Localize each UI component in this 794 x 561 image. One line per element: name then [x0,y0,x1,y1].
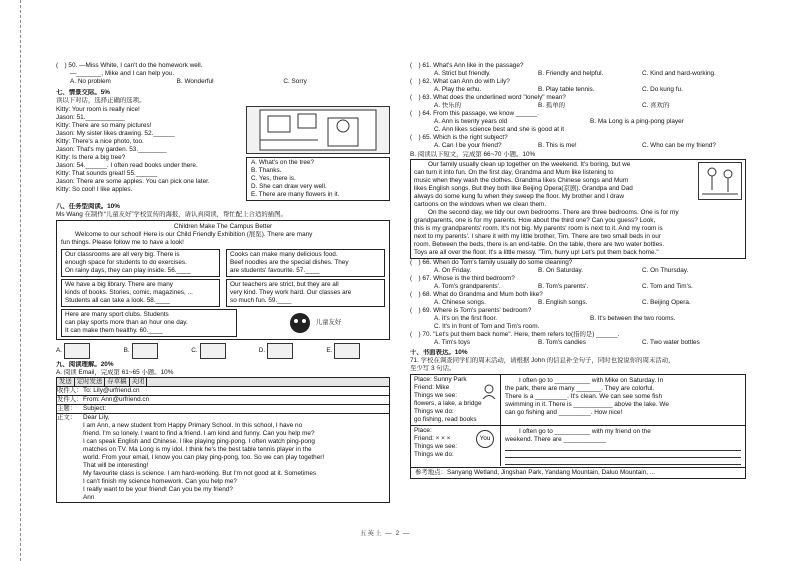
passage-line: this is my grandparents' room. It's not big. My parents' room is next to it. And my room is [414,225,663,232]
q61-option-b[interactable]: B. Friendly and helpful. [538,70,604,77]
right-column [410,62,746,479]
section7-instruction: 读以下对话，选择正确的选项。 [56,97,146,104]
john-paragraph [501,375,745,425]
writing-line[interactable] [505,451,741,458]
email-toolbar [57,378,389,387]
q67-option-b[interactable]: B. Tom's parents'. [538,283,589,290]
from-field[interactable]: From: Ann@urfriend.cn [83,396,150,403]
choice-item: D. She can draw very well. [251,183,327,190]
pic-label-d: D. [258,347,266,354]
q66-option-a[interactable]: A. On Friday. [434,267,472,274]
q50-options [56,78,390,86]
body-line: I can speak English and Chinese. I like playing ping-pong. I often watch ping-pong [83,438,315,445]
passage-line: Our family usually clean up together on the weekend. It's boring, but we [428,161,631,168]
cell-line: kinds of books. Stories, comic, magazines, ... [65,289,193,296]
cell-line: are students' favourite. 57.____ [230,267,320,274]
pic-label-a: A. [56,347,63,354]
picture-a[interactable] [64,343,90,359]
info-line: Place: [414,427,432,434]
dialog-line: Kitty: Is there a big tree? [56,154,126,161]
q67-stem: ( ) 67. Whose is the third bedroom? [410,275,515,282]
q67-option-a[interactable]: A. Tom's grandparents'. [434,283,501,290]
section8-title: 八、任务型阅读。10% [56,203,120,210]
john-info [411,375,501,425]
choice-item: E. There are many flowers in it. [251,191,340,198]
poster-cell-teachers [226,279,385,307]
schedule-send-button[interactable]: 定时发送 [75,378,106,386]
cell-line: Here are many sport clubs. Students [65,311,169,318]
q69-option-c[interactable]: C. It's in front of Tom and Tim's room. [434,323,540,330]
dialog-line: Kitty: There are so many pictures! [56,122,152,129]
q50-option-b[interactable]: B. Wonderful [176,78,214,85]
cell-line: Our teachers are strict, but they are all [230,281,339,288]
q68-options [410,299,746,307]
q64-options-ab [410,118,746,126]
poster-intro: fun things. Please follow me to have a look! [61,239,184,246]
paragraph-line: can go fishing and _________. How nice! [505,409,623,416]
paragraph-line: the park, there are many _______. They are colorful. [505,385,655,392]
body-line: Dear Lily, [83,414,110,421]
passage-line: next to my parents'. I share it with my little brother, Tim. There are two small beds in our [414,233,661,240]
left-column [56,62,390,503]
email-window [56,377,390,503]
q67-options [410,283,746,291]
cell-line: On rainy days, they can play inside. 56.____ [65,267,191,274]
passage-line: always do some kung fu when they sweep the floor. My brother and I draw [414,193,624,200]
q62-option-b[interactable]: B. Play table tennis. [538,86,595,93]
poster-cell-classrooms [61,249,220,277]
poster-cell-clubs [61,309,237,337]
cell-line: We have a big library. There are many [65,281,173,288]
info-line: flowers, a lake, a bridge [414,400,482,407]
section10-instruction: 71. 学校在调查同学们的周末活动，请根据 John 的信息补全句子，同时也说说你的周末活动， [410,357,675,364]
picture-c[interactable] [200,343,226,359]
section8-instruction: Ms Wang 在制作“儿童友好”学校宣传的海报，请认真阅读，帮忙配上合适的插图。 [56,211,287,218]
subject-label: 主题： [57,405,77,412]
q65-stem: ( ) 65. Which is the right subject? [410,134,508,141]
q67-option-c[interactable]: C. Tom and Tim's. [642,283,693,290]
passage-line: can turn it into fun. On the first day, Grandma and Mum like listening to [414,169,614,176]
from-label: 发件人： [57,396,83,403]
picture-d[interactable] [267,343,293,359]
q70-options [410,339,746,347]
q65-option-b[interactable]: B. This is me! [538,142,577,149]
q62-options [410,86,746,94]
to-field[interactable]: To: Lily@urfriend.cn [83,387,140,394]
cell-line: Our classrooms are all very big. There is [65,251,180,258]
info-line: go fishing, read books [414,416,477,423]
q68-stem: ( ) 68. What do Grandma and Mum both like? [410,291,543,298]
paragraph-line: There is a _________. It's clean. We can see some fish [505,393,663,400]
room-illustration [246,106,390,154]
q64-option-c[interactable]: C. Ann likes science best and she is good at it [434,126,565,133]
section9-sub: A. 阅读 Email，完成第 61~65 小题。10% [56,369,174,376]
q68-option-a[interactable]: A. Chinese songs. [434,299,486,306]
you-avatar-icon [476,430,494,448]
q63-option-b[interactable]: B. 孤单的 [538,102,565,109]
your-paragraph[interactable] [501,426,745,467]
q70-option-b[interactable]: B. Tom's candies [538,339,586,346]
q66-option-c[interactable]: C. On Thursday. [642,267,689,274]
q64-option-b[interactable]: B. Ma Long is a ping-pong player [590,118,684,125]
poster [56,220,390,340]
poster-cell-library [61,279,220,307]
passage-line: cartoons on the windows when we clean them. [414,201,547,208]
q70-option-c[interactable]: C. Two water bottles [642,339,700,346]
send-button[interactable]: 发送 [57,378,75,386]
paragraph-line: swimming in it. There is ___________ above the lake. We [505,401,669,408]
dialog-line: Kitty: There's a nice photo, too. [56,138,144,145]
q63-stem: ( ) 63. What does the underlined word "lonely" mean? [410,94,566,101]
passage-line: likes English songs. But they both like Beijing Opera(京剧). Grandpa and Dad [414,185,633,192]
q50-stem: ( ) 50. —Miss White, I can't do the homework well. [56,62,203,69]
passage-line: Toys are all over the floor. It's a little messy. "Tim, hurry up! Let's put them back home." [414,249,659,256]
picture-e[interactable] [334,343,360,359]
cell-line: so much fun. 59.____ [230,297,292,304]
body-line: I am Ann, a new student from Happy Primary School. In this school, I have no [83,422,303,429]
passage-line: On the second day, we tidy our own bedrooms. There are three bedrooms. One is for my [428,209,679,216]
cell-line: can play sports more than an hour one day. [65,319,188,326]
q68-option-c[interactable]: C. Beijing Opera. [642,299,691,306]
binding-margin [20,0,28,561]
dialog-line: Jason: My sister likes drawing. 52.______ [56,130,175,137]
q70-stem: ( ) 70. "Let's put them back home". Here, them refers to(指的是) ______. [410,331,620,338]
section10-title: 十、书面表达。10% [410,349,468,356]
cell-line: very kind. They work hard. Our classes are [230,289,352,296]
cell-line: Cooks can make many delicious food. [230,251,338,258]
q50-option-a[interactable]: A. No problem [70,78,111,85]
poster-title: Children Make The Campus Better [173,223,273,230]
family-cleaning-illustration [698,162,742,200]
q64-option-a[interactable]: A. Ann is twenty years old [434,118,508,125]
picture-options [56,343,390,359]
info-line: Things we see: [414,392,457,399]
logo-text: 儿童友好 [315,319,342,326]
body-line: matches on TV. Ma Long is my idol. I think he's the best table tennis player in the [83,446,312,453]
john-avatar-icon [481,383,497,399]
body-line: friend. I'm so lonely. I want to find a friend. I am kind and funny. Can you help me? [83,430,315,437]
q62-stem: ( ) 62. What can Ann do with Lily? [410,78,510,85]
dialog-line: Jason: That's my garden. 53.________ [56,146,167,153]
email-body[interactable] [83,414,389,502]
choice-item: A. What's on the tree? [251,159,315,166]
body-line: My favourite class is science. I am hard-working. But I'm not good at it. Sometimes [83,470,317,477]
dialog-line: Jason: 51.___________ [56,114,125,121]
picture-b[interactable] [132,343,158,359]
q65-option-a[interactable]: A. Can I be your friend? [434,142,502,149]
writing-table [410,374,746,479]
q69-options-ab [410,315,746,323]
subject-field[interactable]: Subject: [83,405,107,412]
body-line: That will be interesting! [83,462,149,469]
body-line: I can't finish my science homework. Can you help me? [83,478,237,485]
reference-places: 参考地点：Sanyang Wetland, Jingshan Park, Yandang Mountain, Daluo Mountain, ... [415,469,656,476]
page-footer: 五英上 — 2 — [360,530,411,537]
pic-label-c: C. [191,347,198,354]
section7-dialog [56,106,236,201]
room-drawing-icon [258,108,378,152]
body-label: 正文： [57,414,77,421]
your-info [411,426,501,466]
paragraph-line: I often go to __________ with my friend on the [519,428,651,435]
save-draft-button[interactable]: 存草稿 [105,378,129,386]
you-label: You [479,435,491,442]
cell-line: Beef noodles are the special dishes. They [230,259,349,266]
q64-stem: ( ) 64. From this passage, we know ______. [410,110,539,117]
q69-stem: ( ) 69. Where is Tom's parents' bedroom? [410,307,532,314]
q62-option-a[interactable]: A. Play the erhu. [434,86,482,93]
kids-logo-icon [287,312,313,334]
part-b-title: B. 阅读以下短文，完成第 66~70 小题。10% [410,151,536,158]
q63-option-a[interactable]: A. 快乐的 [434,102,461,109]
writing-line[interactable] [505,444,741,451]
dialog-line: Kitty: Your room is really nice! [56,106,140,113]
q61-option-c[interactable]: C. Kind and hard-working. [642,70,716,77]
q63-options [410,102,746,110]
pic-label-b: B. [123,347,130,354]
passage-box [410,159,746,259]
q61-options [410,70,746,78]
info-line: Friend: Mike [414,384,450,391]
info-line: Things we see: [414,443,457,450]
paragraph-line: weekend. There are ____________ [505,436,607,443]
body-line: I really want to be your friend! Can you be my friend? [83,486,233,493]
dialog-line: Jason: There are some apples. You can pick one later. [56,178,210,185]
choice-item: C. Yes, there is. [251,175,296,182]
q50-option-c[interactable]: C. Sorry [283,78,307,85]
paragraph-line: I often go to __________ with Mike on Saturday. In [519,377,664,384]
q63-option-c[interactable]: C. 喜欢的 [642,102,670,109]
section7-choices [246,157,390,201]
passage-line: room. Between the beds, there is an end-table. On the table, there are two water bottles. [414,241,665,248]
child-friendly-logo [243,312,385,334]
dialog-line: Kitty: So cool! I like apples. [56,186,133,193]
section10-instruction: 至少写 3 句话。 [410,365,456,372]
writing-line[interactable] [505,458,741,465]
info-line: Things we do: [414,451,454,458]
q65-option-c[interactable]: C. Who can be my friend? [642,142,716,149]
section7-title: 七、情景交际。5% [56,89,110,96]
section9-title: 九、阅读理解。20% [56,361,114,368]
q50-line2: —_______, Mike and I can help you. [70,70,175,77]
pic-label-e: E. [326,347,333,354]
passage-line: grandparents, one is for my parents. How about the third one? Can you guess? Look, [414,217,656,224]
poster-cell-cooks [226,249,385,277]
q66-option-b[interactable]: B. On Saturday. [538,267,583,274]
body-line: world. From your email, I know you can play ping-pong, too. So we can play together! [83,454,325,461]
q69-option-a[interactable]: A. It's on the first floor. [434,315,498,322]
info-line: Friend: × × × [414,435,451,442]
dialog-line: Jason: 54.______. I often read books under there. [56,162,198,169]
info-line: Things we do: [414,408,454,415]
q61-stem: ( ) 61. What's Ann like in the passage? [410,62,524,69]
poster-intro: Welcome to our school! Here is our Child Friendly Exhibition (展览). There are many [75,231,313,238]
body-line: Ann [83,494,95,501]
q62-option-c[interactable]: C. Do kung fu. [642,86,683,93]
q69-option-b[interactable]: B. It's between the two rooms. [590,315,676,322]
q68-option-b[interactable]: B. English songs. [538,299,588,306]
q70-option-a[interactable]: A. Tim's toys [434,339,471,346]
q61-option-a[interactable]: A. Strict but friendly. [434,70,491,77]
q66-stem: ( ) 66. When do Tom's family usually do some cleaning? [410,259,573,266]
info-line: Place: Sunny Park [414,376,467,383]
passage-line: music when they wash the clothes. Grandma likes Chinese songs and Mum [414,177,629,184]
cell-line: Students all can take a look. 58.____ [65,297,170,304]
dialog-line: Kitty: That sounds great! 55.______ [56,170,158,177]
family-drawing-icon [700,164,740,198]
cell-line: enough space for students to do exercises. [65,259,187,266]
q66-options [410,267,746,275]
choice-item: B. Thanks. [251,167,282,174]
q65-options [410,142,746,150]
close-button[interactable]: 关闭 [130,378,148,386]
cell-line: It can make them healthy. 60.____ [65,327,163,334]
to-label: 收件人： [57,387,83,394]
